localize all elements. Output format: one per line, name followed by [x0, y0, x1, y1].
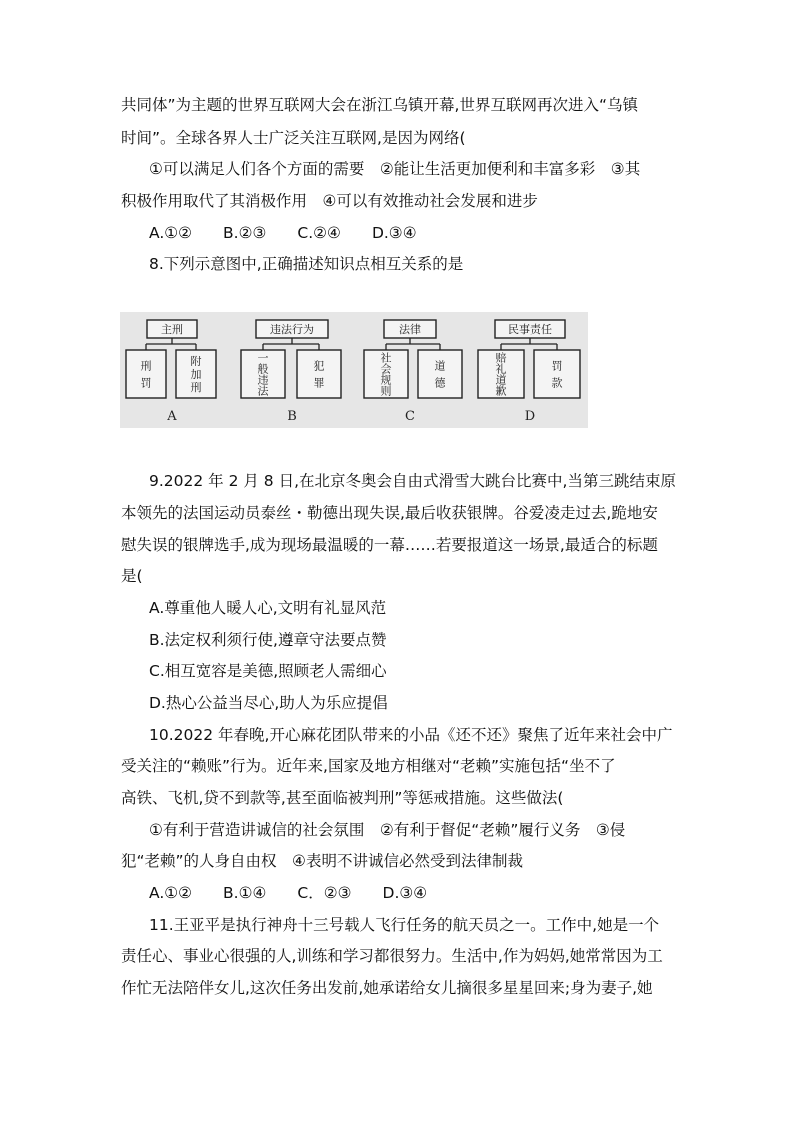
q8-stem: 8.下列示意图中,正确描述知识点相互关系的是 — [149, 255, 464, 273]
diagram-b-right-box — [297, 350, 341, 398]
diagram-b-left-char: 违 — [257, 373, 269, 387]
q9-line-4: 是( — [121, 567, 143, 585]
q11-line-1: 11.王亚平是执行神舟十三号载人飞行任务的航天员之一。工作中,她是一个 — [149, 916, 660, 934]
diagram-d-top-label: 民事责任 — [508, 323, 552, 336]
diagram-a-left-char: 罚 — [140, 376, 152, 390]
q9-option-c: C.相互宽容是美德,照顾老人需细心 — [149, 662, 387, 680]
q7-options-line-1: ①可以满足人们各个方面的需要 ②能让生活更加便利和丰富多彩 ③其 — [149, 160, 641, 178]
diagram-a-left-char: 刑 — [140, 359, 152, 373]
diagram-a-right-char: 附 — [190, 355, 202, 368]
diagram-a-right-char: 加 — [190, 368, 202, 381]
diagram-c-left-char: 则 — [380, 384, 392, 398]
diagram-c-left-char: 社 — [380, 351, 392, 365]
diagram-a-letter: A — [167, 409, 177, 424]
diagram-c-right-char: 德 — [434, 376, 446, 390]
diagram-b-top-label: 违法行为 — [270, 323, 314, 336]
diagram-b-right-char: 犯 — [313, 359, 325, 373]
diagram-d-left-char: 赔 — [495, 351, 507, 365]
diagram-d-letter: D — [524, 409, 536, 424]
diagram-c-right-box — [418, 350, 462, 398]
q9-line-2: 本领先的法国运动员泰丝・勒德出现失误,最后收获银牌。谷爱凌走过去,跪地安 — [121, 504, 658, 522]
diagram-c-top-label: 法律 — [399, 323, 421, 336]
diagram-d-right-char: 款 — [551, 376, 563, 390]
diagram-b-right-char: 罪 — [313, 376, 325, 390]
diagram-d-right-box — [534, 350, 580, 398]
q7-line-1: 共同体”为主题的世界互联网大会在浙江乌镇开幕,世界互联网再次进入“乌镇 — [121, 96, 638, 114]
diagram-a-right-char: 刑 — [190, 381, 202, 394]
q7-line-2: 时间”。全球各界人士广泛关注互联网,是因为网络( — [121, 129, 466, 147]
diagram-b-left-char: 般 — [257, 362, 269, 376]
diagram-d-left-char: 礼 — [495, 362, 507, 376]
diagram-d-right-char: 罚 — [551, 359, 563, 373]
diagram-d-left-char: 道 — [495, 373, 507, 387]
q10-line-1: 10.2022 年春晚,开心麻花团队带来的小品《还不还》聚焦了近年来社会中广 — [149, 726, 673, 744]
diagram-a-left-box — [126, 350, 166, 398]
q9-line-3: 慰失误的银牌选手,成为现场最温暖的一幕……若要报道这一场景,最适合的标题 — [121, 536, 658, 554]
q7-options-line-2: 积极作用取代了其消极作用 ④可以有效推动社会发展和进步 — [121, 192, 538, 210]
q8-diagram-figure — [120, 312, 588, 428]
q7-choices: A.①② B.②③ C.②④ D.③④ — [149, 224, 417, 242]
q10-line-2: 受关注的“赖账”行为。近年来,国家及地方相继对“老赖”实施包括“坐不了 — [121, 757, 616, 775]
q10-options-line-1: ①有利于营造讲诚信的社会氛围 ②有利于督促“老赖”履行义务 ③侵 — [149, 821, 626, 839]
diagram-c-right-char: 道 — [434, 359, 446, 373]
q10-choices: A.①② B.①④ C．②③ D.③④ — [149, 884, 428, 902]
q9-line-1: 9.2022 年 2 月 8 日,在北京冬奥会自由式滑雪大跳台比赛中,当第三跳结束原 — [149, 472, 676, 490]
diagram-b-left-char: 一 — [257, 351, 269, 365]
diagram-a-top-label: 主刑 — [161, 323, 183, 336]
diagram-c-left-char: 会 — [380, 362, 392, 376]
q11-line-2: 责任心、事业心很强的人,训练和学习都很努力。生活中,作为妈妈,她常常因为工 — [121, 947, 663, 965]
diagram-c-left-char: 规 — [380, 373, 392, 387]
diagram-b-left-char: 法 — [257, 384, 269, 398]
q11-line-3: 作忙无法陪伴女儿,这次任务出发前,她承诺给女儿摘很多星星回来;身为妻子,她 — [121, 979, 653, 997]
q10-options-line-2: 犯“老赖”的人身自由权 ④表明不讲诚信必然受到法律制裁 — [121, 852, 523, 870]
diagram-c-letter: C — [405, 409, 415, 424]
q9-option-b: B.法定权利须行使,遵章守法要点赞 — [149, 631, 387, 649]
q9-option-a: A.尊重他人暖人心,文明有礼显风范 — [149, 599, 387, 617]
q8-diagram-svg — [120, 312, 588, 428]
q9-option-d: D.热心公益当尽心,助人为乐应提倡 — [149, 694, 388, 712]
diagram-b-letter: B — [287, 409, 297, 424]
q10-line-3: 高铁、飞机,贷不到款等,甚至面临被判刑”等惩戒措施。这些做法( — [121, 789, 564, 807]
diagram-d-left-char: 歉 — [495, 384, 507, 398]
